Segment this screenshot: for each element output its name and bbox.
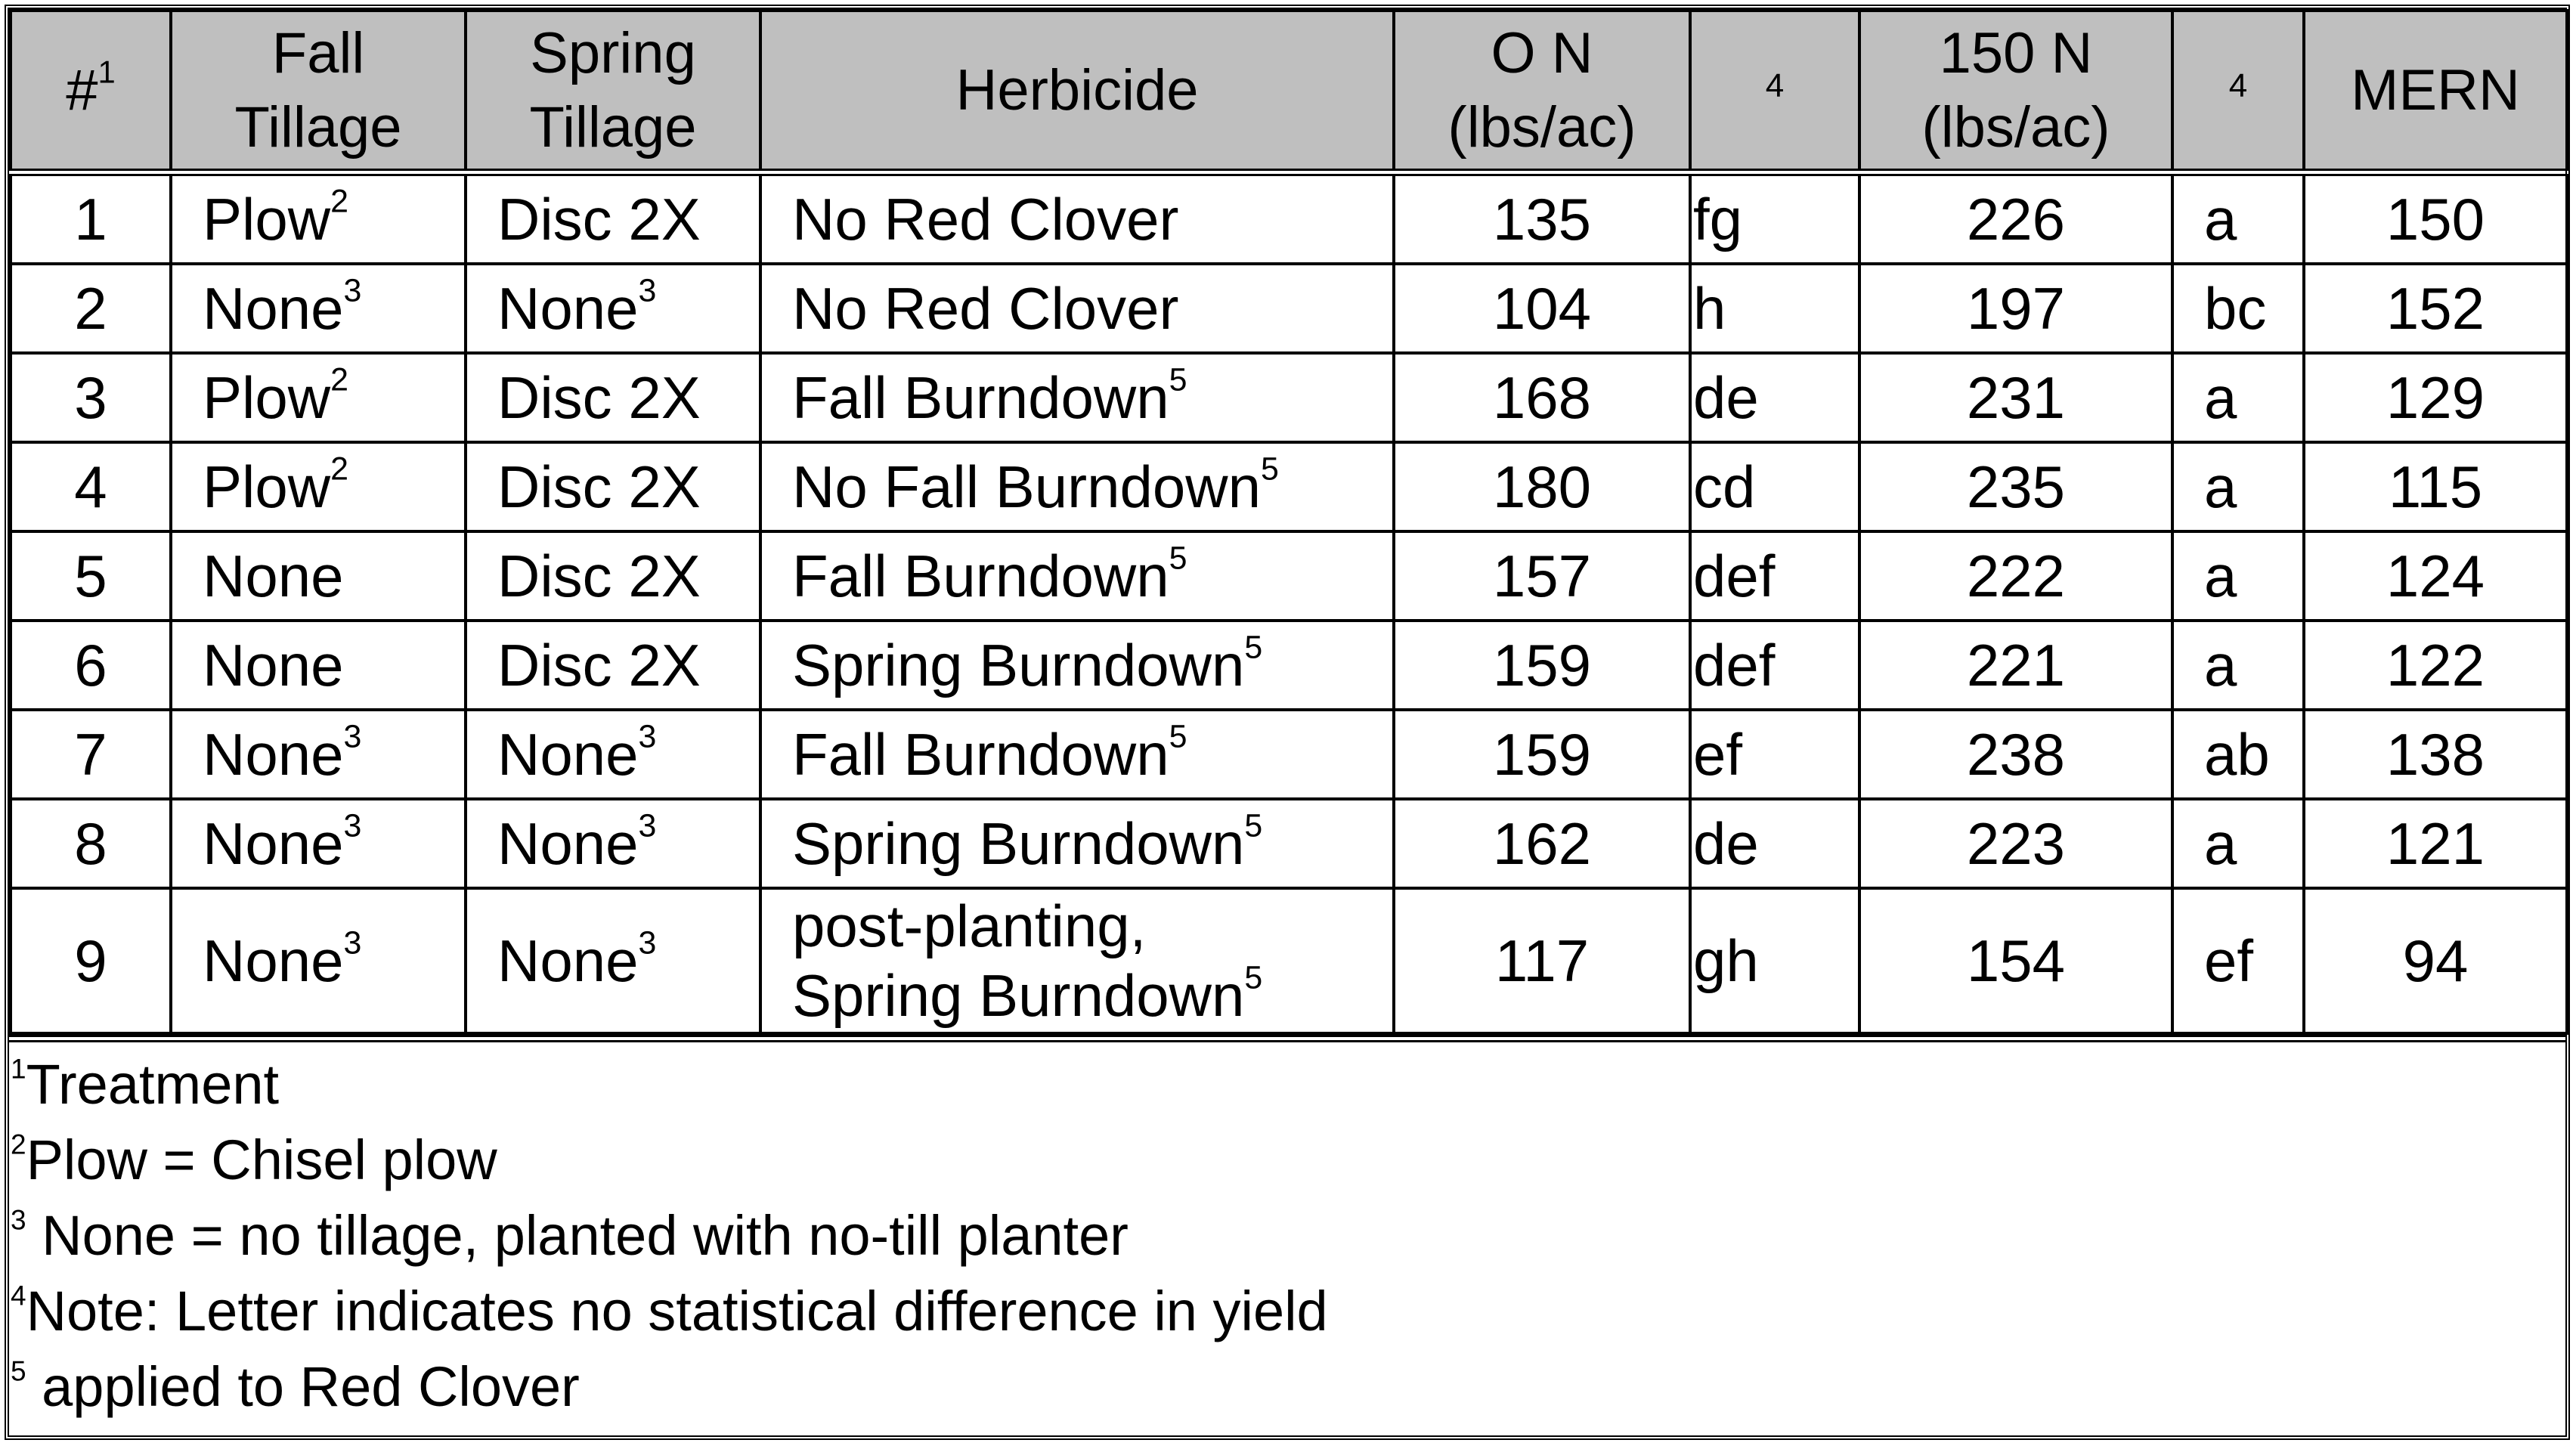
cell-zero-n-yield: 104 [1394,264,1690,353]
header-zero-n-letters: 4 [1690,11,1859,172]
header-treatment-number: #$^1$ [11,11,171,172]
cell-zero-n-yield: 117 [1394,888,1690,1033]
cell-mern: 115 [2304,442,2567,531]
cell-fall-tillage [171,621,466,710]
herbicide-value: Fall Burndown [792,543,1169,609]
cell-150-n-letters: a [2172,353,2304,442]
spring-tillage-value: None [497,275,639,342]
footnote-mark: 5 [1169,540,1187,577]
treatment-yield-table [9,9,2568,1035]
spring-tillage-value: Disc 2X [497,632,701,698]
footnote-mark: 5 [1244,629,1263,666]
cell-zero-n-yield: 168 [1394,353,1690,442]
herbicide-value: Fall Burndown [792,721,1169,788]
cell-fall-tillage [171,172,466,264]
footnote-mark: 2 [330,183,348,220]
footnote-mark: 5 [11,1355,26,1387]
fall-tillage-value: None [203,275,344,342]
cell-150-n-letters: ab [2172,710,2304,799]
header-row [11,11,2567,172]
fall-tillage-value: None [203,810,344,877]
cell-fall-tillage [171,442,466,531]
cell-herbicide [760,621,1394,710]
spring-tillage-value: Disc 2X [497,186,701,252]
cell-fall-tillage [171,531,466,621]
cell-treatment-number: 7 [11,710,171,799]
cell-spring-tillage [466,799,760,888]
header-mern: MERN [2304,11,2567,172]
cell-mern: 121 [2304,799,2567,888]
herbicide-value-line2: Spring Burndown [792,962,1245,1029]
footnote-mark: 3 [343,807,362,844]
footnote-line [11,1274,2565,1349]
cell-fall-tillage [171,353,466,442]
cell-herbicide [760,264,1394,353]
spring-tillage-value: None [497,927,639,994]
table-body [11,172,2567,1033]
footnote-mark: 3 [343,718,362,755]
footnote-mark: 3 [638,924,657,961]
cell-mern: 150 [2304,172,2567,264]
cell-150-n-yield: 197 [1859,264,2172,353]
cell-treatment-number: 9 [11,888,171,1033]
footnote-mark: 3 [343,924,362,961]
cell-spring-tillage [466,264,760,353]
header-spring-tillage: Spring Tillage [466,11,760,172]
header-fall-tillage: Fall Tillage [171,11,466,172]
cell-herbicide [760,172,1394,264]
cell-zero-n-yield: 157 [1394,531,1690,621]
cell-zero-n-letters: fg [1690,172,1859,264]
cell-150-n-letters: a [2172,621,2304,710]
table-row [11,888,2567,1033]
cell-spring-tillage [466,442,760,531]
fall-tillage-value: None [203,721,344,788]
footnote-mark: 5 [1244,959,1263,996]
cell-zero-n-yield: 180 [1394,442,1690,531]
cell-mern: 124 [2304,531,2567,621]
cell-mern: 138 [2304,710,2567,799]
herbicide-value: post-planting, [792,892,1147,959]
cell-fall-tillage [171,799,466,888]
cell-spring-tillage [466,710,760,799]
table-row [11,442,2567,531]
footnote-text: applied to Red Clover [26,1355,580,1418]
cell-150-n-yield: 154 [1859,888,2172,1033]
herbicide-value: No Red Clover [792,186,1179,252]
cell-spring-tillage [466,353,760,442]
footnote-mark: 1 [11,1053,26,1085]
cell-herbicide [760,799,1394,888]
cell-treatment-number: 8 [11,799,171,888]
cell-treatment-number: 5 [11,531,171,621]
footnote-text: None = no tillage, planted with no-till planter [26,1204,1129,1267]
cell-zero-n-letters: h [1690,264,1859,353]
spring-tillage-value: None [497,810,639,877]
footnote-mark: 5 [1169,361,1187,398]
header-150-n-letters: 4 [2172,11,2304,172]
cell-150-n-yield: 221 [1859,621,2172,710]
cell-zero-n-letters: de [1690,799,1859,888]
cell-fall-tillage [171,710,466,799]
herbicide-value: Spring Burndown [792,632,1245,698]
cell-zero-n-yield: 162 [1394,799,1690,888]
cell-150-n-yield: 222 [1859,531,2172,621]
fall-tillage-value: None [203,927,344,994]
cell-150-n-yield: 223 [1859,799,2172,888]
header-zero-n-yield: O N (lbs/ac) [1394,11,1690,172]
footnote-mark: 3 [343,272,362,309]
footnote-mark: 4 [11,1280,26,1311]
footnote-mark: 5 [1244,807,1263,844]
table-row [11,531,2567,621]
herbicide-value: Fall Burndown [792,364,1169,431]
cell-zero-n-letters: ef [1690,710,1859,799]
cell-fall-tillage [171,888,466,1033]
cell-zero-n-yield: 159 [1394,621,1690,710]
fall-tillage-value: None [203,543,344,609]
header-herbicide: Herbicide [760,11,1394,172]
cell-treatment-number: 1 [11,172,171,264]
footnote-mark: 3 [638,718,657,755]
cell-zero-n-letters: def [1690,621,1859,710]
footnote-line [11,1047,2565,1122]
cell-150-n-yield: 226 [1859,172,2172,264]
footnotes [9,1035,2565,1425]
cell-mern: 129 [2304,353,2567,442]
cell-treatment-number: 2 [11,264,171,353]
cell-150-n-letters: ef [2172,888,2304,1033]
cell-zero-n-yield: 135 [1394,172,1690,264]
fall-tillage-value: Plow [203,454,331,520]
footnote-text: Plow = Chisel plow [26,1129,497,1191]
footnote-line [11,1349,2565,1425]
spring-tillage-value: Disc 2X [497,364,701,431]
cell-treatment-number: 4 [11,442,171,531]
table-row [11,264,2567,353]
table-row [11,621,2567,710]
cell-spring-tillage [466,172,760,264]
fall-tillage-value: None [203,632,344,698]
cell-zero-n-letters: cd [1690,442,1859,531]
footnote-mark: 5 [1169,718,1187,755]
cell-herbicide [760,888,1394,1033]
cell-herbicide [760,353,1394,442]
header-footnote-mark: 1 [98,54,116,90]
herbicide-value: No Red Clover [792,275,1179,342]
cell-150-n-letters: a [2172,531,2304,621]
footnote-line [11,1198,2565,1274]
herbicide-value: No Fall Burndown [792,454,1261,520]
cell-treatment-number: 3 [11,353,171,442]
fall-tillage-value: Plow [203,364,331,431]
cell-zero-n-yield: 159 [1394,710,1690,799]
cell-150-n-letters: a [2172,799,2304,888]
cell-herbicide [760,442,1394,531]
cell-spring-tillage [466,531,760,621]
footnote-mark: 2 [11,1129,26,1160]
cell-treatment-number: 6 [11,621,171,710]
cell-zero-n-letters: de [1690,353,1859,442]
cell-150-n-yield: 231 [1859,353,2172,442]
cell-150-n-yield: 235 [1859,442,2172,531]
cell-spring-tillage [466,888,760,1033]
footnote-mark: 2 [330,361,348,398]
cell-150-n-letters: bc [2172,264,2304,353]
footnote-mark: 3 [11,1204,26,1236]
footnote-line [11,1122,2565,1198]
spring-tillage-value: Disc 2X [497,454,701,520]
cell-mern: 94 [2304,888,2567,1033]
table-row [11,172,2567,264]
cell-150-n-letters: a [2172,442,2304,531]
cell-herbicide [760,710,1394,799]
table-row [11,710,2567,799]
cell-mern: 122 [2304,621,2567,710]
cell-150-n-yield: 238 [1859,710,2172,799]
cell-mern: 152 [2304,264,2567,353]
footnote-text: Note: Letter indicates no statistical difference in yield [26,1280,1328,1342]
spring-tillage-value: None [497,721,639,788]
footnote-mark: 5 [1260,451,1279,488]
footnote-mark: 2 [330,451,348,488]
table-row [11,799,2567,888]
footnote-text: Treatment [26,1053,280,1116]
yield-table-document [5,5,2570,1440]
cell-fall-tillage [171,264,466,353]
cell-spring-tillage [466,621,760,710]
cell-zero-n-letters: def [1690,531,1859,621]
header-150-n-yield: 150 N (lbs/ac) [1859,11,2172,172]
footnote-mark: 3 [638,272,657,309]
cell-150-n-letters: a [2172,172,2304,264]
herbicide-value: Spring Burndown [792,810,1245,877]
fall-tillage-value: Plow [203,186,331,252]
spring-tillage-value: Disc 2X [497,543,701,609]
cell-zero-n-letters: gh [1690,888,1859,1033]
footnote-mark: 3 [638,807,657,844]
table-row [11,353,2567,442]
cell-herbicide [760,531,1394,621]
